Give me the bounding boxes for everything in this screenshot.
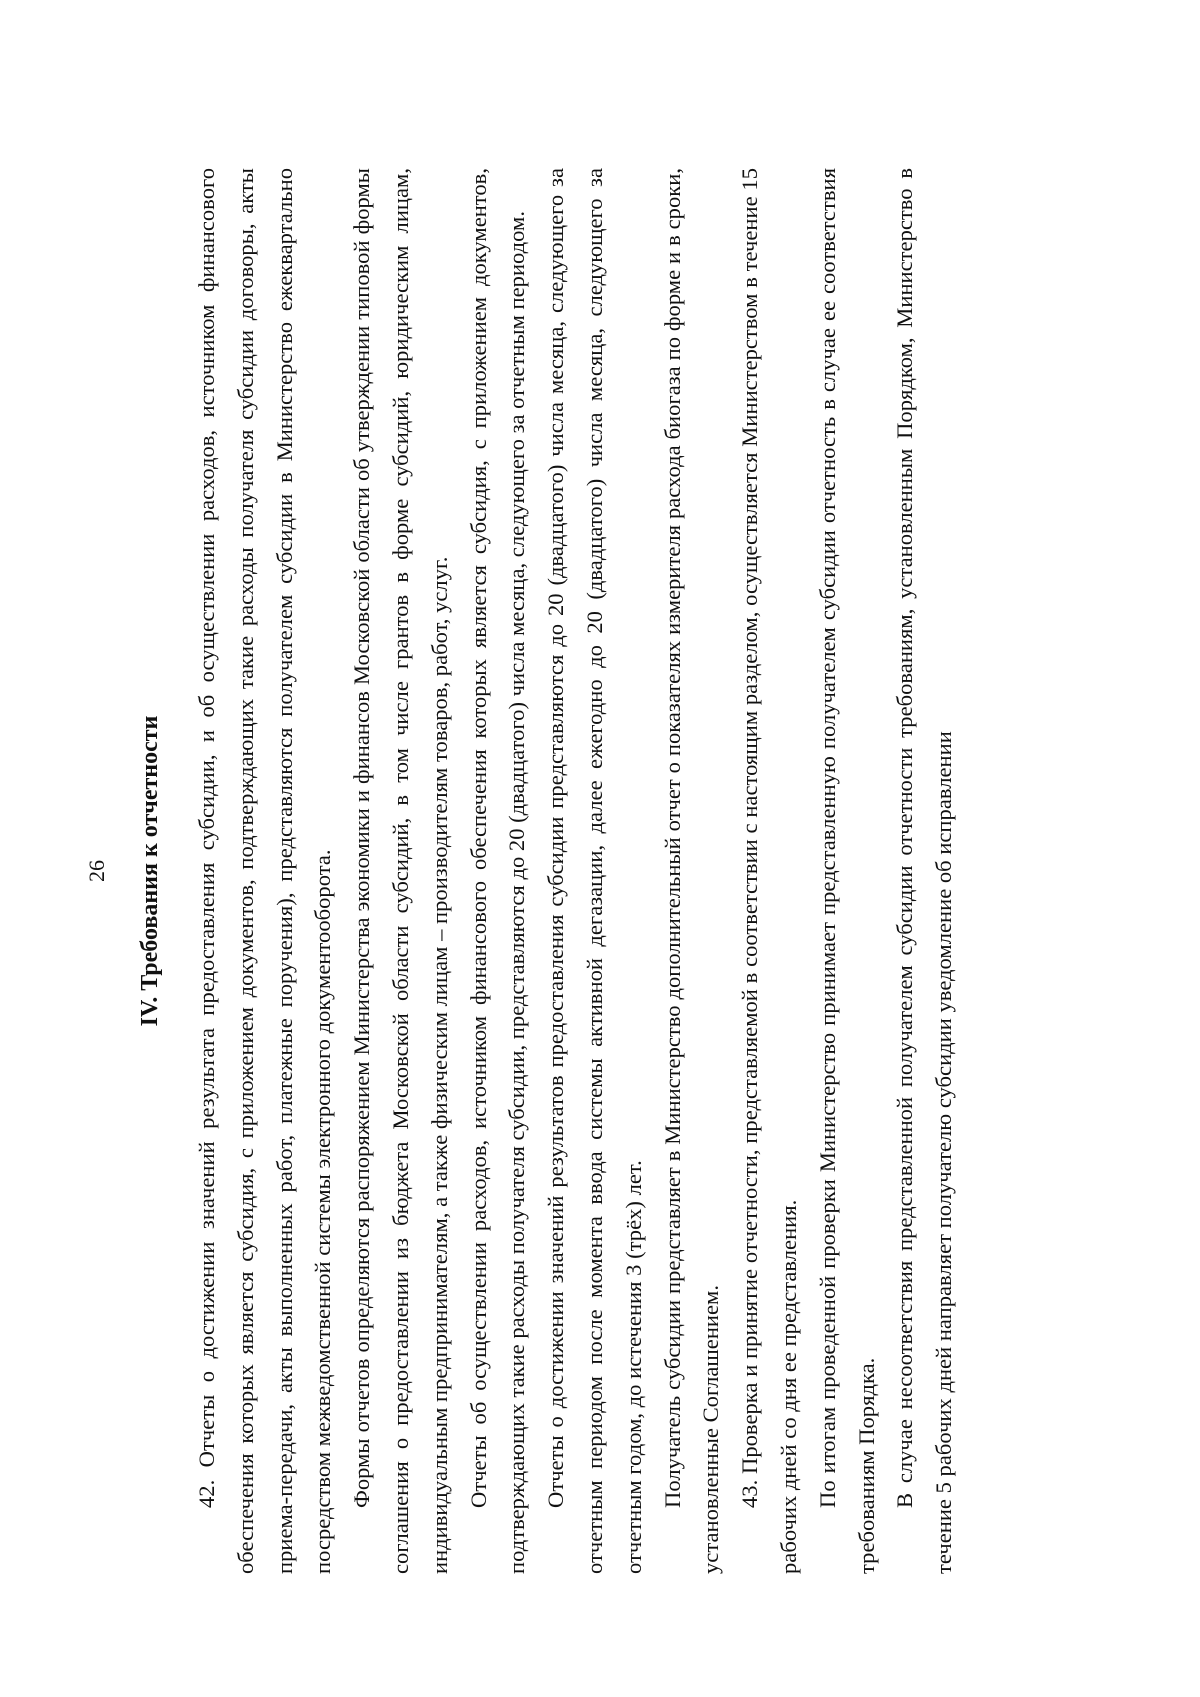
paragraph-nonconformity: В случае несоответствия представленной получателем субсидии отчетности требованиям, установленным Порядком, Министерство в течение 5 рабочих дней направляет получателю субсидии уведомление об исправлении <box>892 168 957 1574</box>
page-number: 26 <box>84 860 109 882</box>
paragraph-biogas-report: Получатель субсидии представляет в Министерство дополнительный отчет о показателях измерителя расхода биогаза по форме и в сроки, установленные Соглашением. <box>659 168 724 1574</box>
paragraph-result-reports: Отчеты о достижении значений результатов предоставления субсидии представляются до 20 (двадцатого) числа месяца, следующего за отчетным периодом после момента ввода системы активной дегазации, далее ежегодно до 20 (двадцатого) числа месяца, следующего за отчетным годом, до истечения 3 (трёх) лет. <box>543 168 646 1574</box>
paragraph-43-verification: 43. Проверка и принятие отчетности, представляемой в соответствии с настоящим разделом, осуществляется Министерством в течение 15 рабочих дней со дня ее представления. <box>737 168 801 1574</box>
paragraph-42-reports: 42. Отчеты о достижении значений результата предоставления субсидии, и об осуществлении расходов, источником финансового обеспечения которых является субсидия, с приложением документов, подтверждающих такие расходы получателя субсидии договоры, акты приема-передачи, акты выполненных работ, платежные поручения), представляются получателем субсидии в Министерство ежеквартально посредством межведомственной системы электронного документооборота. <box>194 168 336 1574</box>
rotated-page-content <box>70 102 1160 1632</box>
section-title: IV. Требования к отчетности <box>137 715 163 1027</box>
paragraph-expense-reports: Отчеты об осуществлении расходов, источником финансового обеспечения которых является субсидия, с приложением документов, подтверждающих такие расходы получателя субсидии, представляются до 20 (двадцатого) числа месяца, следующего за отчетным периодом. <box>465 168 530 1574</box>
paragraph-acceptance: По итогам проведенной проверки Министерство принимает представленную получателем субсидии отчетность в случае ее соответствия требованиям Порядка. <box>814 168 879 1574</box>
paragraph-report-forms: Формы отчетов определяются распоряжением Министерства экономики и финансов Московской области об утверждении типовой формы соглашения о предоставлении из бюджета Московской области субсидий, в том числе грантов в форме субсидий, юридическим лицам, индивидуальным предпринимателям, а также физическим лицам – производителям товаров, работ, услуг. <box>349 168 452 1574</box>
